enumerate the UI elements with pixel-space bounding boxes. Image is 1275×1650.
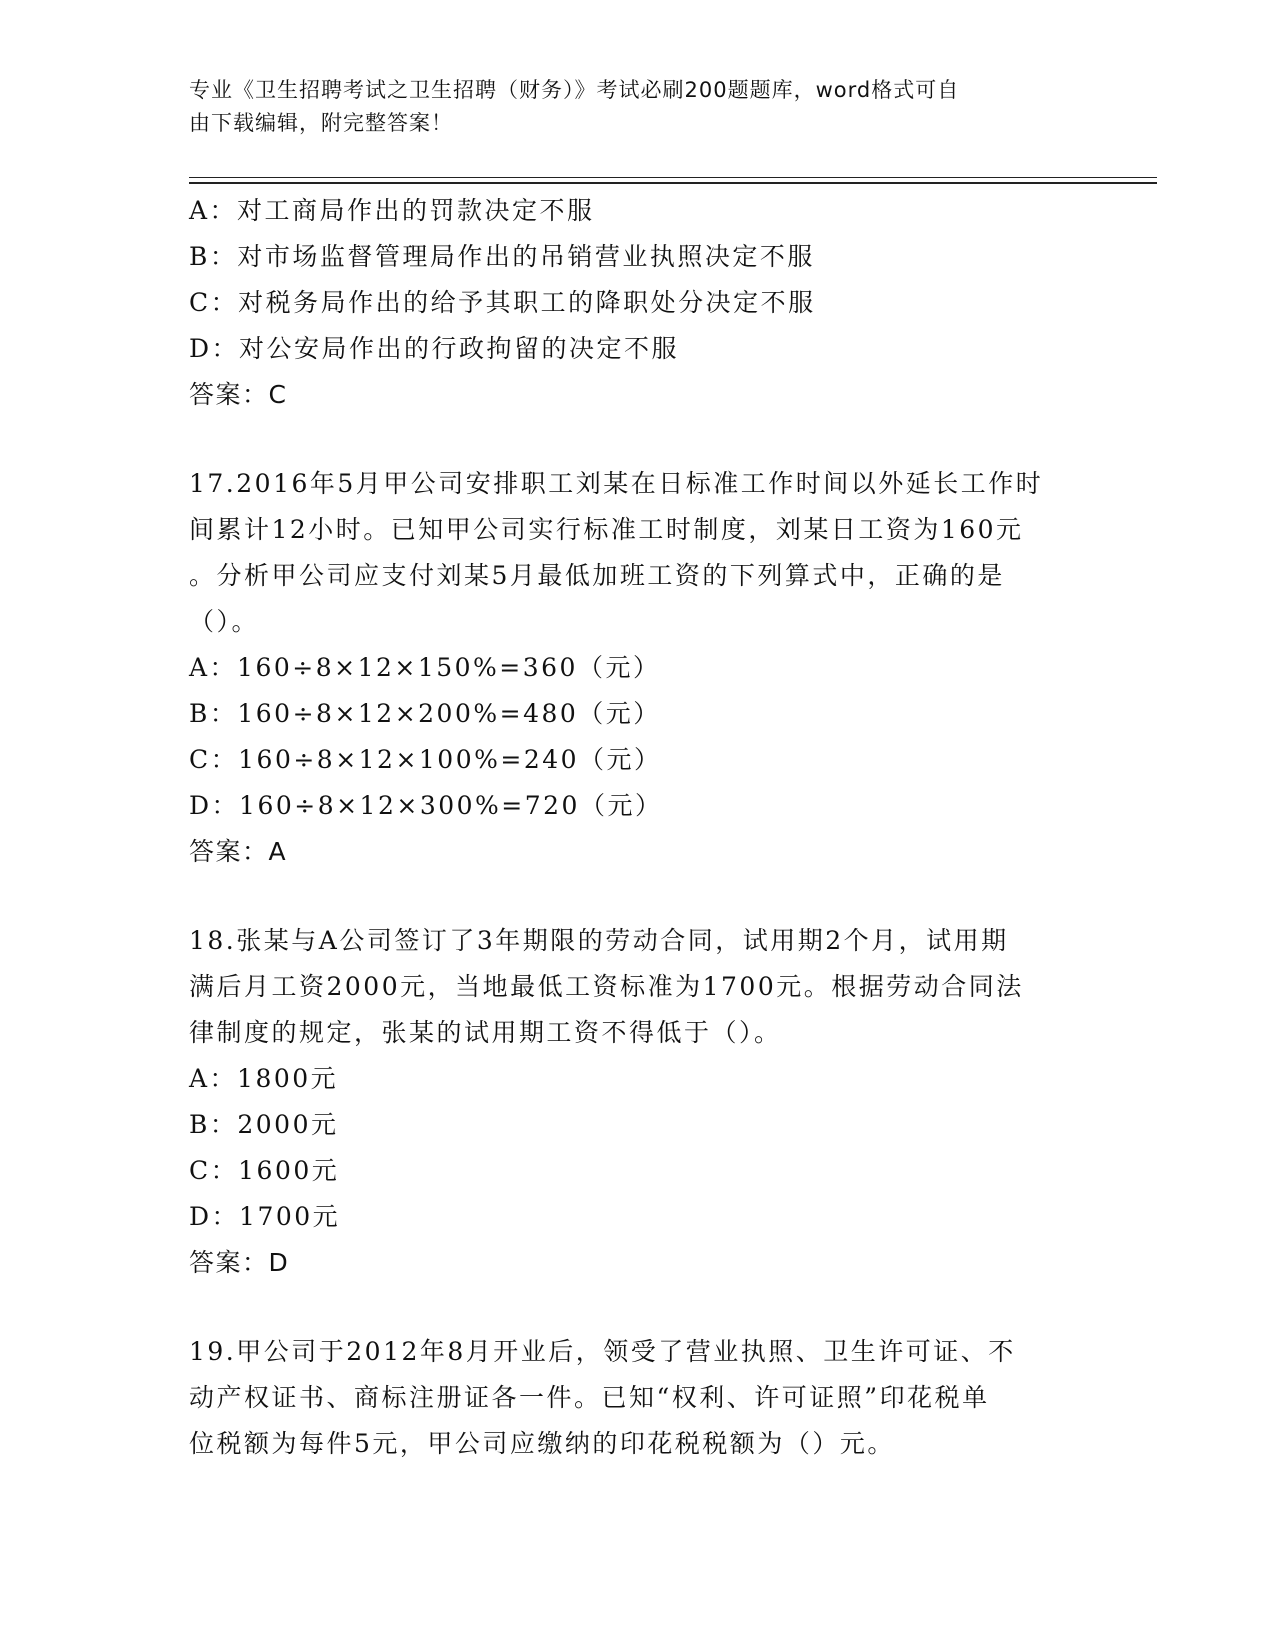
option-a: A：对工商局作出的罚款决定不服 (189, 196, 595, 225)
option-c: C：对税务局作出的给予其职工的降职处分决定不服 (189, 288, 816, 317)
stem-line: 。分析甲公司应支付刘某5月最低加班工资的下列算式中，正确的是 (189, 561, 1005, 590)
question-stem (189, 918, 1089, 1056)
option-b: B：2000元 (189, 1110, 339, 1139)
option-a: A：160÷8×12×150%=360（元） (189, 653, 661, 682)
question-19 (189, 1329, 1089, 1467)
spacer (189, 418, 1089, 461)
header-line-2: 由下载编辑，附完整答案！ (189, 111, 453, 135)
stem-line: 19.甲公司于2012年8月开业后，领受了营业执照、卫生许可证、不 (189, 1337, 1016, 1366)
option-d: D：对公安局作出的行政拘留的决定不服 (189, 334, 680, 363)
option-c: C：160÷8×12×100%=240（元） (189, 745, 662, 774)
document-body (189, 188, 1089, 1467)
spacer (189, 875, 1089, 918)
stem-line: （）。 (189, 607, 260, 636)
stem-line: 17.2016年5月甲公司安排职工刘某在日标准工作时间以外延长工作时 (189, 469, 1044, 498)
stem-line: 律制度的规定，张某的试用期工资不得低于（）。 (189, 1018, 782, 1047)
header-divider-thin (189, 177, 1157, 178)
question-stem (189, 1329, 1089, 1467)
option-b: B：对市场监督管理局作出的吊销营业执照决定不服 (189, 242, 815, 271)
option-a: A：1800元 (189, 1064, 339, 1093)
stem-line: 18.张某与A公司签订了3年期限的劳动合同，试用期2个月，试用期 (189, 926, 1009, 955)
stem-line: 满后月工资2000元，当地最低工资标准为1700元。根据劳动合同法 (189, 972, 1024, 1001)
option-d: D：1700元 (189, 1202, 341, 1231)
answer-label: 答案：D (189, 1248, 290, 1277)
question-stem (189, 461, 1089, 645)
option-b: B：160÷8×12×200%=480（元） (189, 699, 661, 728)
option-c: C：1600元 (189, 1156, 340, 1185)
document-header (189, 74, 1069, 140)
question-16 (189, 188, 1089, 418)
option-d: D：160÷8×12×300%=720（元） (189, 791, 663, 820)
answer-label: 答案：A (189, 837, 288, 866)
spacer (189, 1286, 1089, 1329)
question-18 (189, 918, 1089, 1286)
stem-line: 动产权证书、商标注册证各一件。已知“权利、许可证照”印花税单 (189, 1383, 990, 1412)
header-divider-thick (189, 182, 1157, 184)
answer-label: 答案：C (189, 380, 288, 409)
header-line-1: 专业《卫生招聘考试之卫生招聘（财务）》考试必刷200题题库，word格式可自 (189, 78, 960, 102)
stem-line: 间累计12小时。已知甲公司实行标准工时制度，刘某日工资为160元 (189, 515, 1024, 544)
stem-line: 位税额为每件5元，甲公司应缴纳的印花税税额为（）元。 (189, 1429, 895, 1458)
question-17 (189, 461, 1089, 875)
